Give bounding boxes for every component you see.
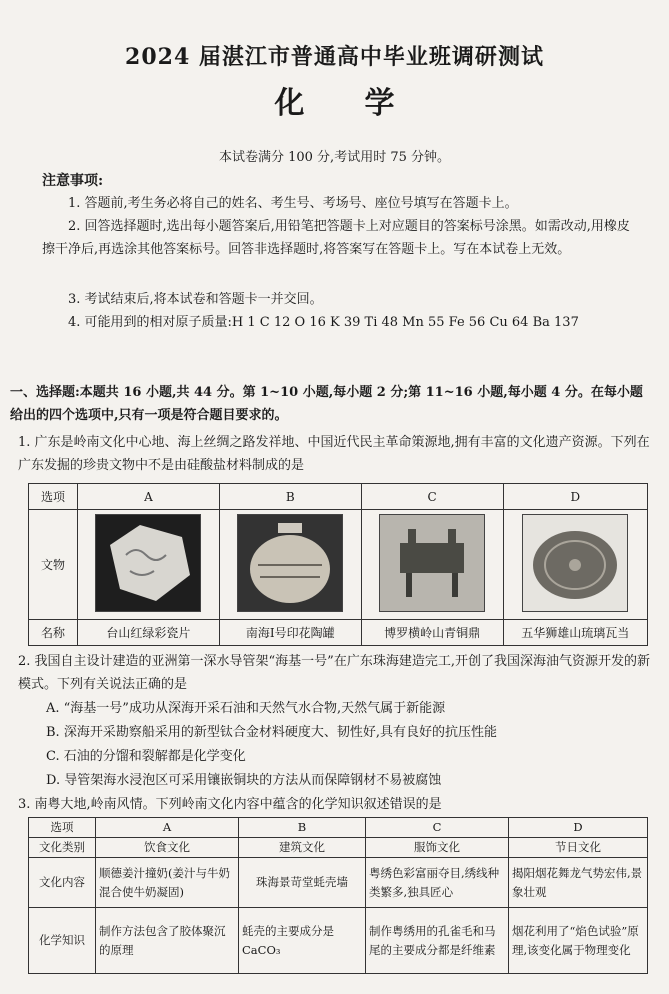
table-cell: A [96, 818, 239, 838]
question-2-option-a: A. “海基一号”成功从深海开采石油和天然气水合物,天然气属于新能源 [46, 701, 446, 716]
question-2-stem: 2. 我国自主设计建造的亚洲第一深水导管架“海基一号”在广东珠海建造完工,开创了我国深海油气资源开发的新模式。下列有关说法正确的是 [18, 654, 650, 692]
question-2-option-b: B. 深海开采勘察船采用的新型钛合金材料硬度大、韧性好,具有良好的抗压性能 [46, 725, 497, 740]
table-cell: 粤绣色彩富丽夺目,绣线种类繁多,独具匠心 [366, 858, 509, 908]
table-cell: 化学知识 [29, 908, 96, 974]
table-cell: 文化内容 [29, 858, 96, 908]
relic-image-a [78, 510, 220, 620]
notice-item: 2. 回答选择题时,选出每小题答案后,用铅笔把答题卡上对应题目的答案标号涂黑。如需改动,用橡皮擦干净后,再选涂其他答案标号。回答非选择题时,将答案写在答题卡上。写在本试卷上无效。 [42, 219, 630, 257]
table-cell: 博罗横岭山青铜鼎 [361, 620, 503, 646]
table-cell: B [219, 484, 361, 510]
question-1-stem: 1. 广东是岭南文化中心地、海上丝绸之路发祥地、中国近代民主革命策源地,拥有丰富的文化遗产资源。下列在广东发掘的珍贵文物中不是由硅酸盐材料制成的是 [18, 435, 650, 473]
bronze-ding-image [379, 514, 485, 612]
exam-info: 本试卷满分 100 分,考试用时 75 分钟。 [218, 150, 451, 165]
question-2-option-c: C. 石油的分馏和裂解都是化学变化 [46, 749, 246, 764]
subject-title: 化学 [274, 86, 455, 121]
notice-heading: 注意事项: [42, 173, 104, 189]
relic-image-b [219, 510, 361, 620]
table-cell: 文化类别 [29, 838, 96, 858]
table-cell: 五华狮雄山琉璃瓦当 [503, 620, 647, 646]
exam-title: 2024 届湛江市普通高中毕业班调研测试 [125, 44, 544, 70]
table-cell: 制作方法包含了胶体聚沉的原理 [96, 908, 239, 974]
table-cell: 建筑文化 [239, 838, 366, 858]
table-cell: 服饰文化 [366, 838, 509, 858]
table-cell: 节日文化 [509, 838, 648, 858]
table-cell: C [366, 818, 509, 838]
tile-end-image [522, 514, 628, 612]
table-cell: 名称 [29, 620, 78, 646]
relic-image-c [361, 510, 503, 620]
table-cell: B [239, 818, 366, 838]
table-cell: 台山红绿彩瓷片 [78, 620, 220, 646]
notice-item: 4. 可能用到的相对原子质量:H 1 C 12 O 16 K 39 Ti 48 Mn 55 Fe 56 Cu 64 Ba 137 [68, 315, 579, 330]
section-heading: 一、选择题:本题共 16 小题,共 44 分。第 1~10 小题,每小题 2 分;第 11~16 小题,每小题 4 分。在每小题给出的四个选项中,只有一项是符合题目要求的。 [10, 385, 643, 423]
table-cell: 南海Ⅰ号印花陶罐 [219, 620, 361, 646]
pottery-jar-image [237, 514, 343, 612]
question-3-stem: 3. 南粤大地,岭南风情。下列岭南文化内容中蕴含的化学知识叙述错误的是 [18, 797, 442, 812]
table-cell: 饮食文化 [96, 838, 239, 858]
table-cell: 文物 [29, 510, 78, 620]
question-1-table [28, 483, 648, 646]
table-cell: 珠海景苛堂蚝壳墙 [239, 858, 366, 908]
table-cell: D [503, 484, 647, 510]
question-2-option-d: D. 导管架海水浸泡区可采用镶嵌铜块的方法从而保障钢材不易被腐蚀 [46, 773, 442, 788]
table-cell: 制作粤绣用的孔雀毛和马尾的主要成分都是纤维素 [366, 908, 509, 974]
question-3-table [28, 817, 648, 974]
table-cell: C [361, 484, 503, 510]
table-cell: 选项 [29, 484, 78, 510]
table-cell: 选项 [29, 818, 96, 838]
table-cell: A [78, 484, 220, 510]
notice-item: 3. 考试结束后,将本试卷和答题卡一并交回。 [68, 292, 323, 307]
notice-item: 1. 答题前,考生务必将自己的姓名、考生号、考场号、座位号填写在答题卡上。 [68, 196, 518, 211]
table-cell: 烟花利用了“焰色试验”原理,该变化属于物理变化 [509, 908, 648, 974]
table-cell: 揭阳烟花舞龙气势宏伟,景象壮观 [509, 858, 648, 908]
table-cell: 顺德姜汁撞奶(姜汁与牛奶混合使牛奶凝固) [96, 858, 239, 908]
table-cell: 蚝壳的主要成分是CaCO₃ [239, 908, 366, 974]
relic-image-d [503, 510, 647, 620]
table-cell: D [509, 818, 648, 838]
porcelain-shard-image [95, 514, 201, 612]
